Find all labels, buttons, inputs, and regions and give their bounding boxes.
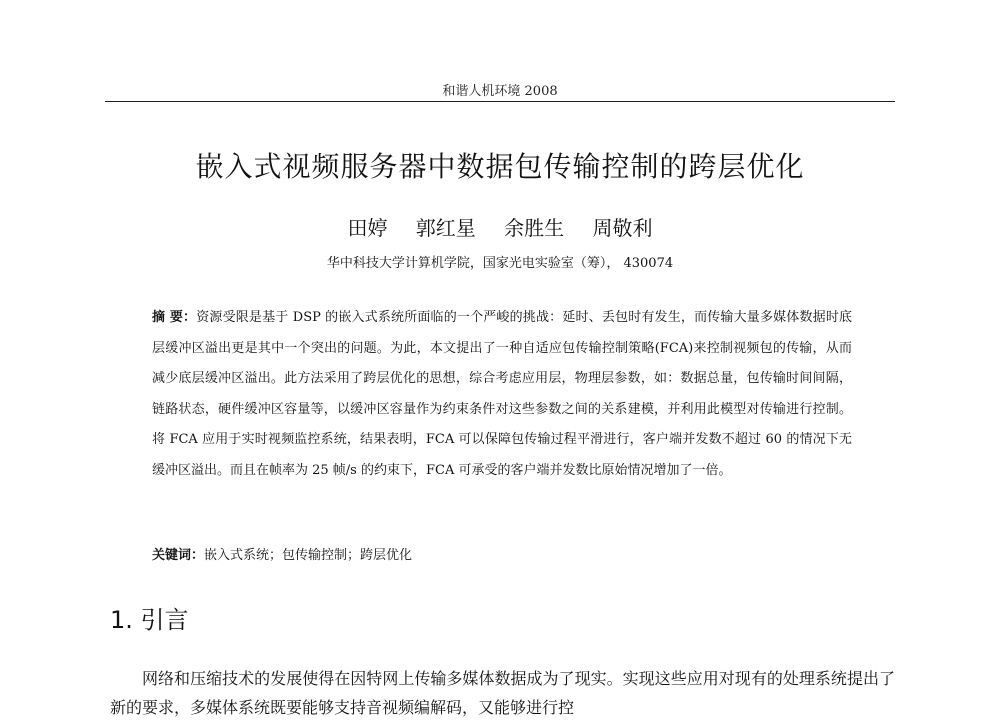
abstract-label: 摘 要： — [152, 310, 197, 325]
section-heading: 1. 引言 — [110, 606, 189, 634]
keywords-text: 嵌入式系统；包传输控制；跨层优化 — [204, 548, 413, 563]
keywords-label: 关键词： — [152, 548, 205, 563]
affiliation: 华中科技大学计算机学院，国家光电实验室（筹）， 430074 — [326, 256, 674, 271]
author-list: 田婷 郭红星 余胜生 周敬利 — [347, 216, 653, 240]
abstract-text: 资源受限是基于 DSP 的嵌入式系统所面临的一个严峻的挑战：延时、丢包时有发生，而传输大量多媒体数据时底层缓冲区溢出更是其中一个突出的问题。为此，本文提出了一种自适应包传输控制策略(FCA)来控制视频包的传输，从而减少底层缓冲区溢出。此方法采用了跨层优化的思想，综合考虑应用层，物理层参数，如：数据总量，包传输时间间隔，链路状态，硬件缓冲区容量等，以缓冲区容量作为约束条件对这些参数之间的关系建模，并利用此模型对传输进行控制。将 FCA 应用于实时视频监控系统，结果表明，FCA 可以保障包传输过程平滑进行，客户端并发数不超过 60 的情况下无缓冲区溢出。而且在帧率为 25 帧/s 的约束下，FCA 可承受的客户端并发数比原始情况增加了一倍。 — [152, 310, 852, 478]
header-rule — [105, 101, 895, 102]
keywords — [152, 544, 852, 563]
abstract — [152, 303, 852, 487]
paper-title: 嵌入式视频服务器中数据包传输控制的跨层优化 — [195, 150, 805, 183]
running-header: 和谐人机环境 2008 — [442, 84, 558, 99]
body-paragraph: 网络和压缩技术的发展使得在因特网上传输多媒体数据成为了现实。实现这些应用对现有的处理系统提出了新的要求，多媒体系统既要能够支持音视频编解码，又能够进行控 — [110, 669, 895, 717]
